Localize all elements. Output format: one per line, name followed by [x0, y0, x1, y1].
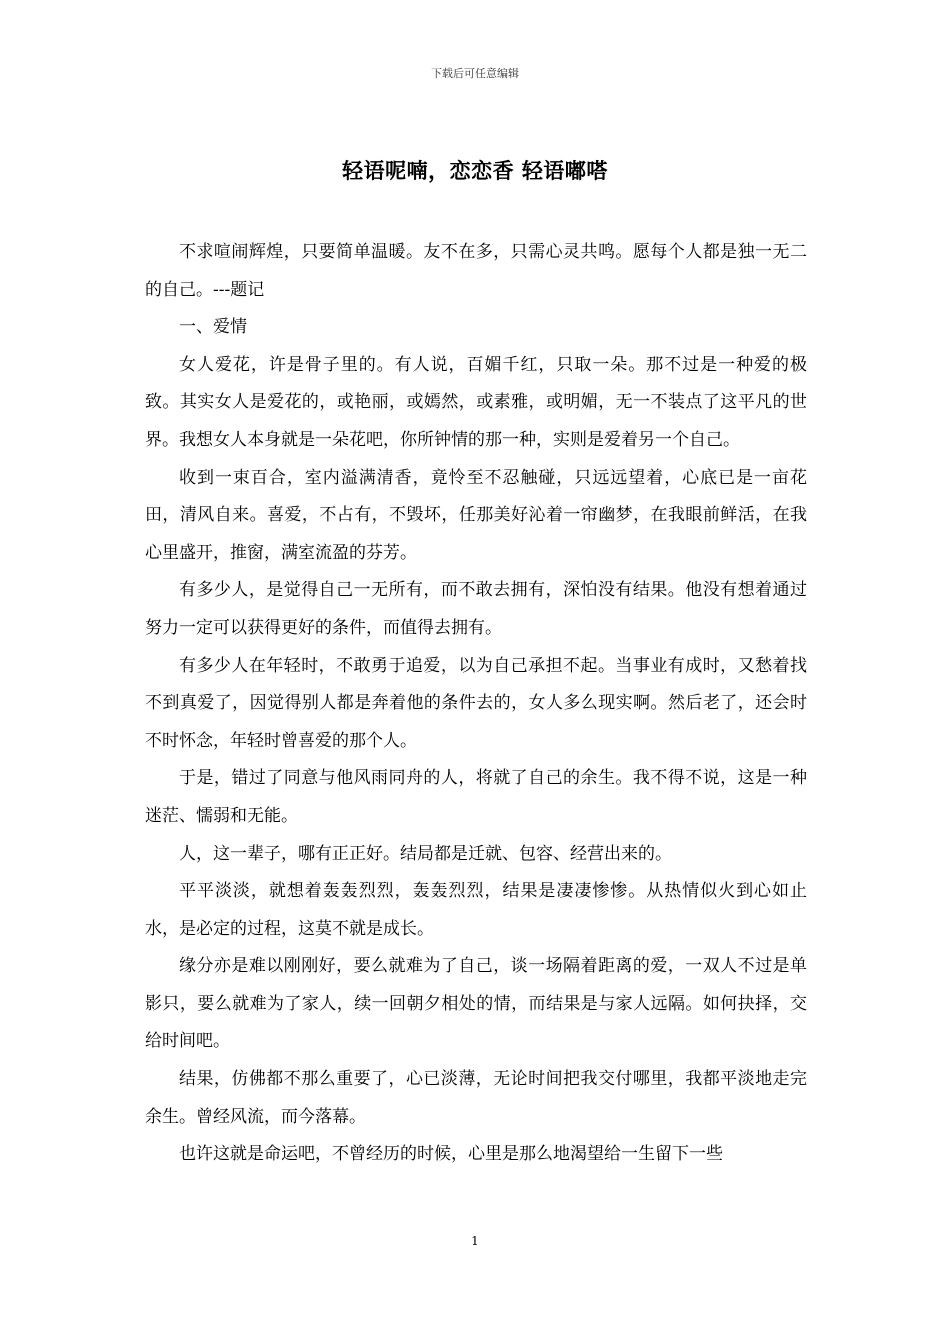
paragraph: 有多少人在年轻时，不敢勇于追爱，以为自己承担不起。当事业有成时，又愁着找不到真爱了，因觉得别人都是奔着他的条件去的，女人多么现实啊。然后老了，还会时不时怀念，年轻时曾喜爱的那个人。	[145, 655, 807, 751]
paragraph-epigraph: 不求喧闹辉煌，只要简单温暖。友不在多，只需心灵共鸣。愿每个人都是独一无二的自己。---题记	[145, 242, 807, 300]
paragraph: 女人爱花，许是骨子里的。有人说，百媚千红，只取一朵。那不过是一种爱的极致。其实女人是爱花的，或艳丽，或嫣然，或素雅，或明媚，无一不装点了这平凡的世界。我想女人本身就是一朵花吧，你所钟情的那一种，实则是爱着另一个自己。	[145, 354, 807, 450]
paragraph: 缘分亦是难以刚刚好，要么就难为了自己，谈一场隔着距离的爱，一双人不过是单影只，要么就难为了家人，续一回朝夕相处的情，而结果是与家人远隔。如何抉择，交给时间吧。	[145, 956, 807, 1052]
document-body	[145, 234, 807, 1174]
paragraph: 结果，仿佛都不那么重要了，心已淡薄，无论时间把我交付哪里，我都平淡地走完余生。曾经风流，而今落幕。	[145, 1069, 807, 1127]
paragraph: 平平淡淡，就想着轰轰烈烈，轰轰烈烈，结果是凄凄惨惨。从热情似火到心如止水，是必定的过程，这莫不就是成长。	[145, 881, 807, 939]
page-header: 下载后可任意编辑	[431, 67, 519, 80]
paragraph: 人，这一辈子，哪有正正好。结局都是迁就、包容、经营出来的。	[179, 843, 672, 864]
paragraph: 收到一束百合，室内溢满清香，竟怜至不忍触碰，只远远望着，心底已是一亩花田，清风自来。喜爱，不占有，不毁坏，任那美好沁着一帘幽梦，在我眼前鲜活，在我心里盛开，推窗，满室流盈的芬芳。	[145, 467, 807, 563]
document-title: 轻语呢喃，恋恋香 轻语嘟嗒	[342, 158, 608, 183]
section-heading-love: 一、爱情	[179, 317, 247, 338]
paragraph: 于是，错过了同意与他风雨同舟的人，将就了自己的余生。我不得不说，这是一种迷茫、懦弱和无能。	[145, 768, 807, 826]
page-number: 1	[471, 1234, 479, 1248]
paragraph: 有多少人，是觉得自己一无所有，而不敢去拥有，深怕没有结果。他没有想着通过努力一定可以获得更好的条件，而值得去拥有。	[145, 580, 807, 638]
paragraph: 也许这就是命运吧，不曾经历的时候，心里是那么地渴望给一生留下一些	[179, 1144, 723, 1165]
